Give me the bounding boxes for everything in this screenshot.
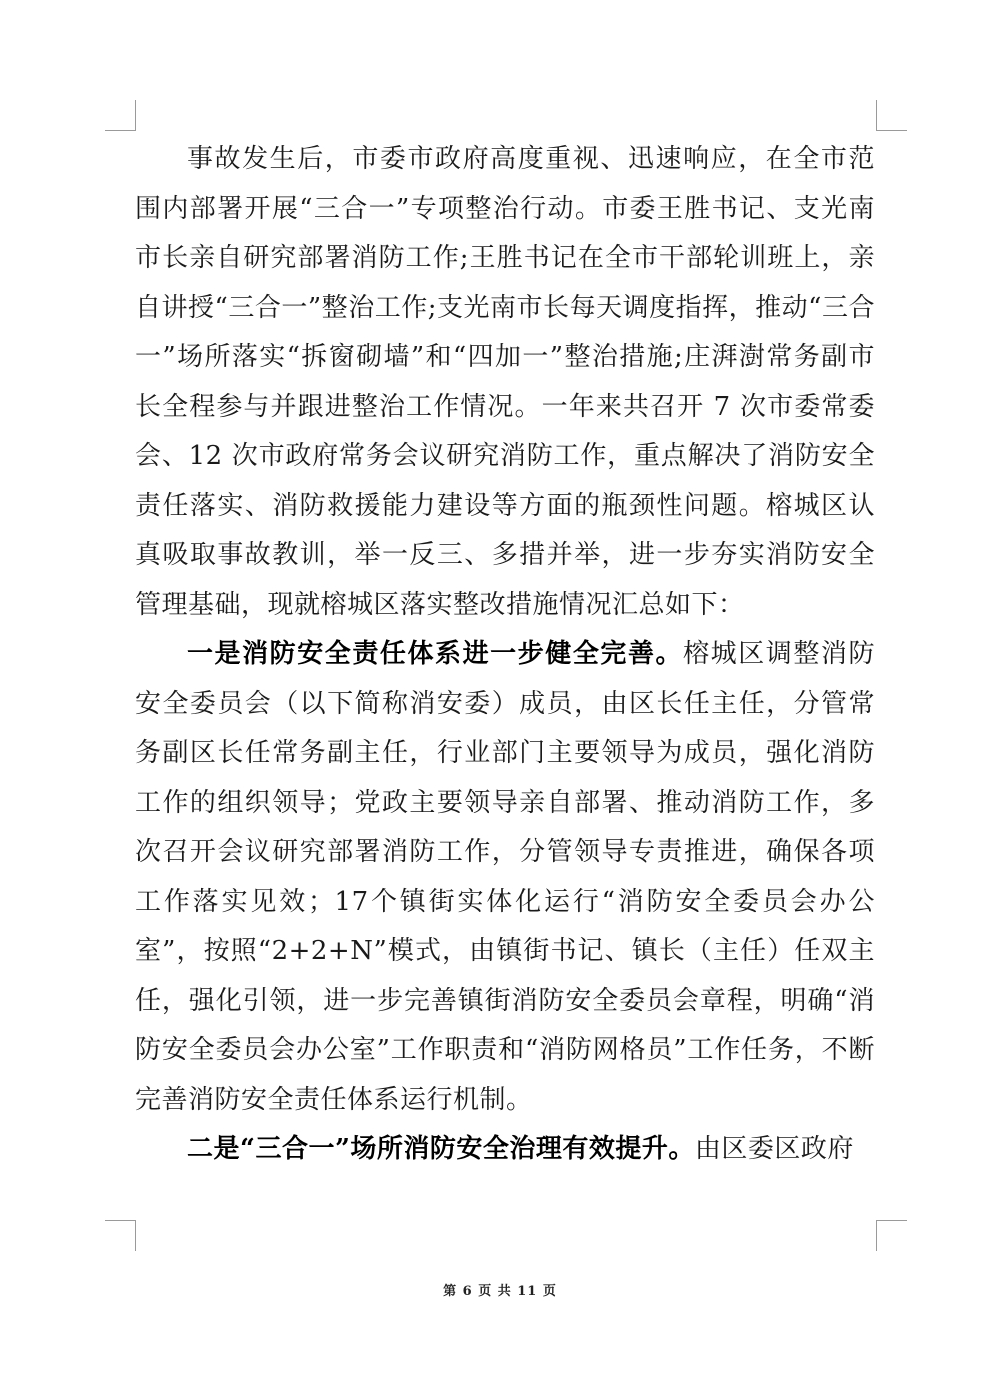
paragraph-text: 由区委区政府 — [694, 1134, 854, 1164]
paragraph-intro — [135, 135, 875, 630]
paragraph-three-in-one — [135, 1125, 875, 1175]
crop-mark-bottom-left — [105, 1220, 136, 1251]
paragraph-text: 榕城区调整消防安全委员会（以下简称消安委）成员，由区长任主任，分管常务副区长任常务副主任，行业部门主要领导为成员，强化消防工作的组织领导；党政主要领导亲自部署、推动消防工作，多次召开会议研究部署消防工作，分管领导专责推进，确保各项工作落实见效；17个镇街实体化运行“消防安全委员会办公室”，按照“2+2+N”模式，由镇街书记、镇长（主任）任双主任，强化引领，进一步完善镇街消防安全委员会章程，明确“消防安全委员会办公室”工作职责和“消防网格员”工作任务，不断完善消防安全责任体系运行机制。 — [135, 639, 875, 1115]
crop-mark-top-left — [105, 100, 136, 131]
page-number-footer: 第 6 页 共 11 页 — [443, 1284, 557, 1299]
paragraph-lead: 一是消防安全责任体系进一步健全完善。 — [187, 639, 684, 669]
document-body — [135, 135, 875, 1175]
crop-mark-top-right — [876, 100, 907, 131]
paragraph-text: 事故发生后，市委市政府高度重视、迅速响应，在全市范围内部署开展“三合一”专项整治行动。市委王胜书记、支光南市长亲自研究部署消防工作;王胜书记在全市干部轮训班上，亲自讲授“三合一”整治工作;支光南市长每天调度指挥，推动“三合一”场所落实“拆窗砌墙”和“四加一”整治措施;庄湃澍常务副市长全程参与并跟进整治工作情况。一年来共召开 7 次市委常委会、12 次市政府常务会议研究消防工作，重点解决了消防安全责任落实、消防救援能力建设等方面的瓶颈性问题。榕城区认真吸取事故教训，举一反三、多措并举，进一步夯实消防安全管理基础，现就榕城区落实整改措施情况汇总如下： — [135, 144, 875, 620]
paragraph-lead: 二是“三合一”场所消防安全治理有效提升。 — [187, 1134, 695, 1164]
paragraph-responsibility-system — [135, 630, 875, 1125]
crop-mark-bottom-right — [876, 1220, 907, 1251]
